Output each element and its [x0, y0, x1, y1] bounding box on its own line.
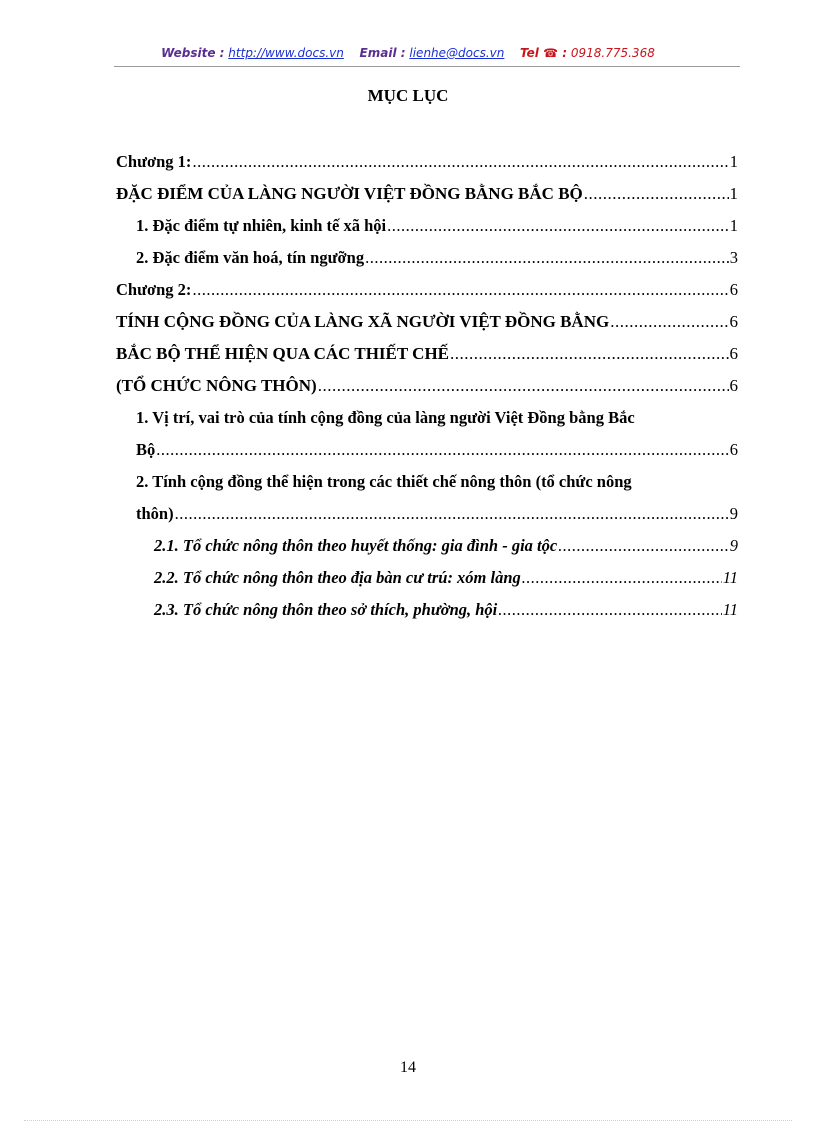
email-link[interactable]: lienhe@docs.vn [409, 46, 505, 60]
toc-entry-page: 6 [729, 376, 738, 395]
table-of-contents [116, 146, 738, 626]
toc-entry-chapter-1-title[interactable] [116, 178, 738, 210]
toc-entry-page: 1 [729, 152, 738, 171]
page-bottom-border [24, 1120, 792, 1121]
toc-entry-text: 1. Đặc điểm tự nhiên, kinh tế xã hội [136, 216, 387, 235]
toc-entry-text: Bộ [136, 440, 156, 459]
toc-entry-page: 9 [729, 536, 738, 555]
toc-entry-chapter-1[interactable] [116, 146, 738, 178]
toc-entry-page: 9 [729, 504, 738, 523]
toc-entry-2-1-line-1[interactable] [116, 402, 738, 434]
toc-entry-chapter-2-title-line-3[interactable] [116, 370, 738, 402]
toc-entry-2-2-2[interactable] [116, 562, 738, 594]
toc-entry-chapter-2[interactable] [116, 274, 738, 306]
toc-entry-page: 1 [729, 216, 738, 235]
toc-entry-2-2-line-1[interactable] [116, 466, 738, 498]
toc-entry-page: 3 [729, 248, 738, 267]
toc-entry-text: Chương 2: [116, 280, 192, 299]
toc-entry-page: 11 [722, 600, 738, 619]
toc-entry-text: thôn) [136, 504, 174, 523]
toc-entry-2-2-1[interactable] [116, 530, 738, 562]
toc-entry-page: 6 [729, 280, 738, 299]
toc-entry-text: 2.1. Tổ chức nông thôn theo huyết thống: gia đình - gia tộc [154, 536, 558, 555]
toc-entry-text: 2. Tính cộng đồng thể hiện trong các thiết chế nông thôn (tổ chức nông [136, 472, 632, 491]
header-divider [114, 66, 740, 67]
toc-entry-page: 11 [722, 568, 738, 587]
tel-label: Tel ☎ : [520, 46, 568, 60]
toc-entry-text: ĐẶC ĐIỂM CỦA LÀNG NGƯỜI VIỆT ĐỒNG BẰNG BẮC BỘ [116, 184, 583, 203]
toc-entry-text: (TỔ CHỨC NÔNG THÔN) [116, 376, 317, 395]
toc-entry-page: 6 [729, 344, 738, 363]
toc-entry-2-2-line-2[interactable] [116, 498, 738, 530]
toc-entry-page: 6 [729, 312, 738, 331]
toc-entry-text: 2.3. Tổ chức nông thôn theo sở thích, phường, hội [154, 600, 498, 619]
tel-value: 0918.775.368 [570, 46, 655, 60]
page-header [0, 46, 816, 60]
toc-entry-text: 2.2. Tổ chức nông thôn theo địa bàn cư trú: xóm làng [154, 568, 521, 587]
website-label: Website : [161, 46, 225, 60]
toc-entry-2-1-line-2[interactable] [116, 434, 738, 466]
toc-entry-text: TÍNH CỘNG ĐỒNG CỦA LÀNG XÃ NGƯỜI VIỆT ĐỒNG BẰNG [116, 312, 610, 331]
website-link[interactable]: http://www.docs.vn [228, 46, 344, 60]
email-label: Email : [359, 46, 406, 60]
toc-entry-chapter-2-title-line-1[interactable] [116, 306, 738, 338]
toc-entry-2-2-3[interactable] [116, 594, 738, 626]
toc-entry-text: 2. Đặc điểm văn hoá, tín ngưỡng [136, 248, 365, 267]
page-number: 14 [400, 1059, 416, 1076]
toc-entry-text: BẮC BỘ THỂ HIỆN QUA CÁC THIẾT CHẾ [116, 344, 450, 363]
page-title: MỤC LỤC [367, 86, 449, 105]
toc-entry-chapter-2-title-line-2[interactable] [116, 338, 738, 370]
toc-entry-page: 6 [729, 440, 738, 459]
toc-entry-page: 1 [729, 184, 738, 203]
toc-entry-text: Chương 1: [116, 152, 192, 171]
toc-entry-1-2[interactable] [116, 242, 738, 274]
toc-entry-text: 1. Vị trí, vai trò của tính cộng đồng của làng người Việt Đồng bằng Bắc [136, 408, 635, 427]
toc-entry-1-1[interactable] [116, 210, 738, 242]
